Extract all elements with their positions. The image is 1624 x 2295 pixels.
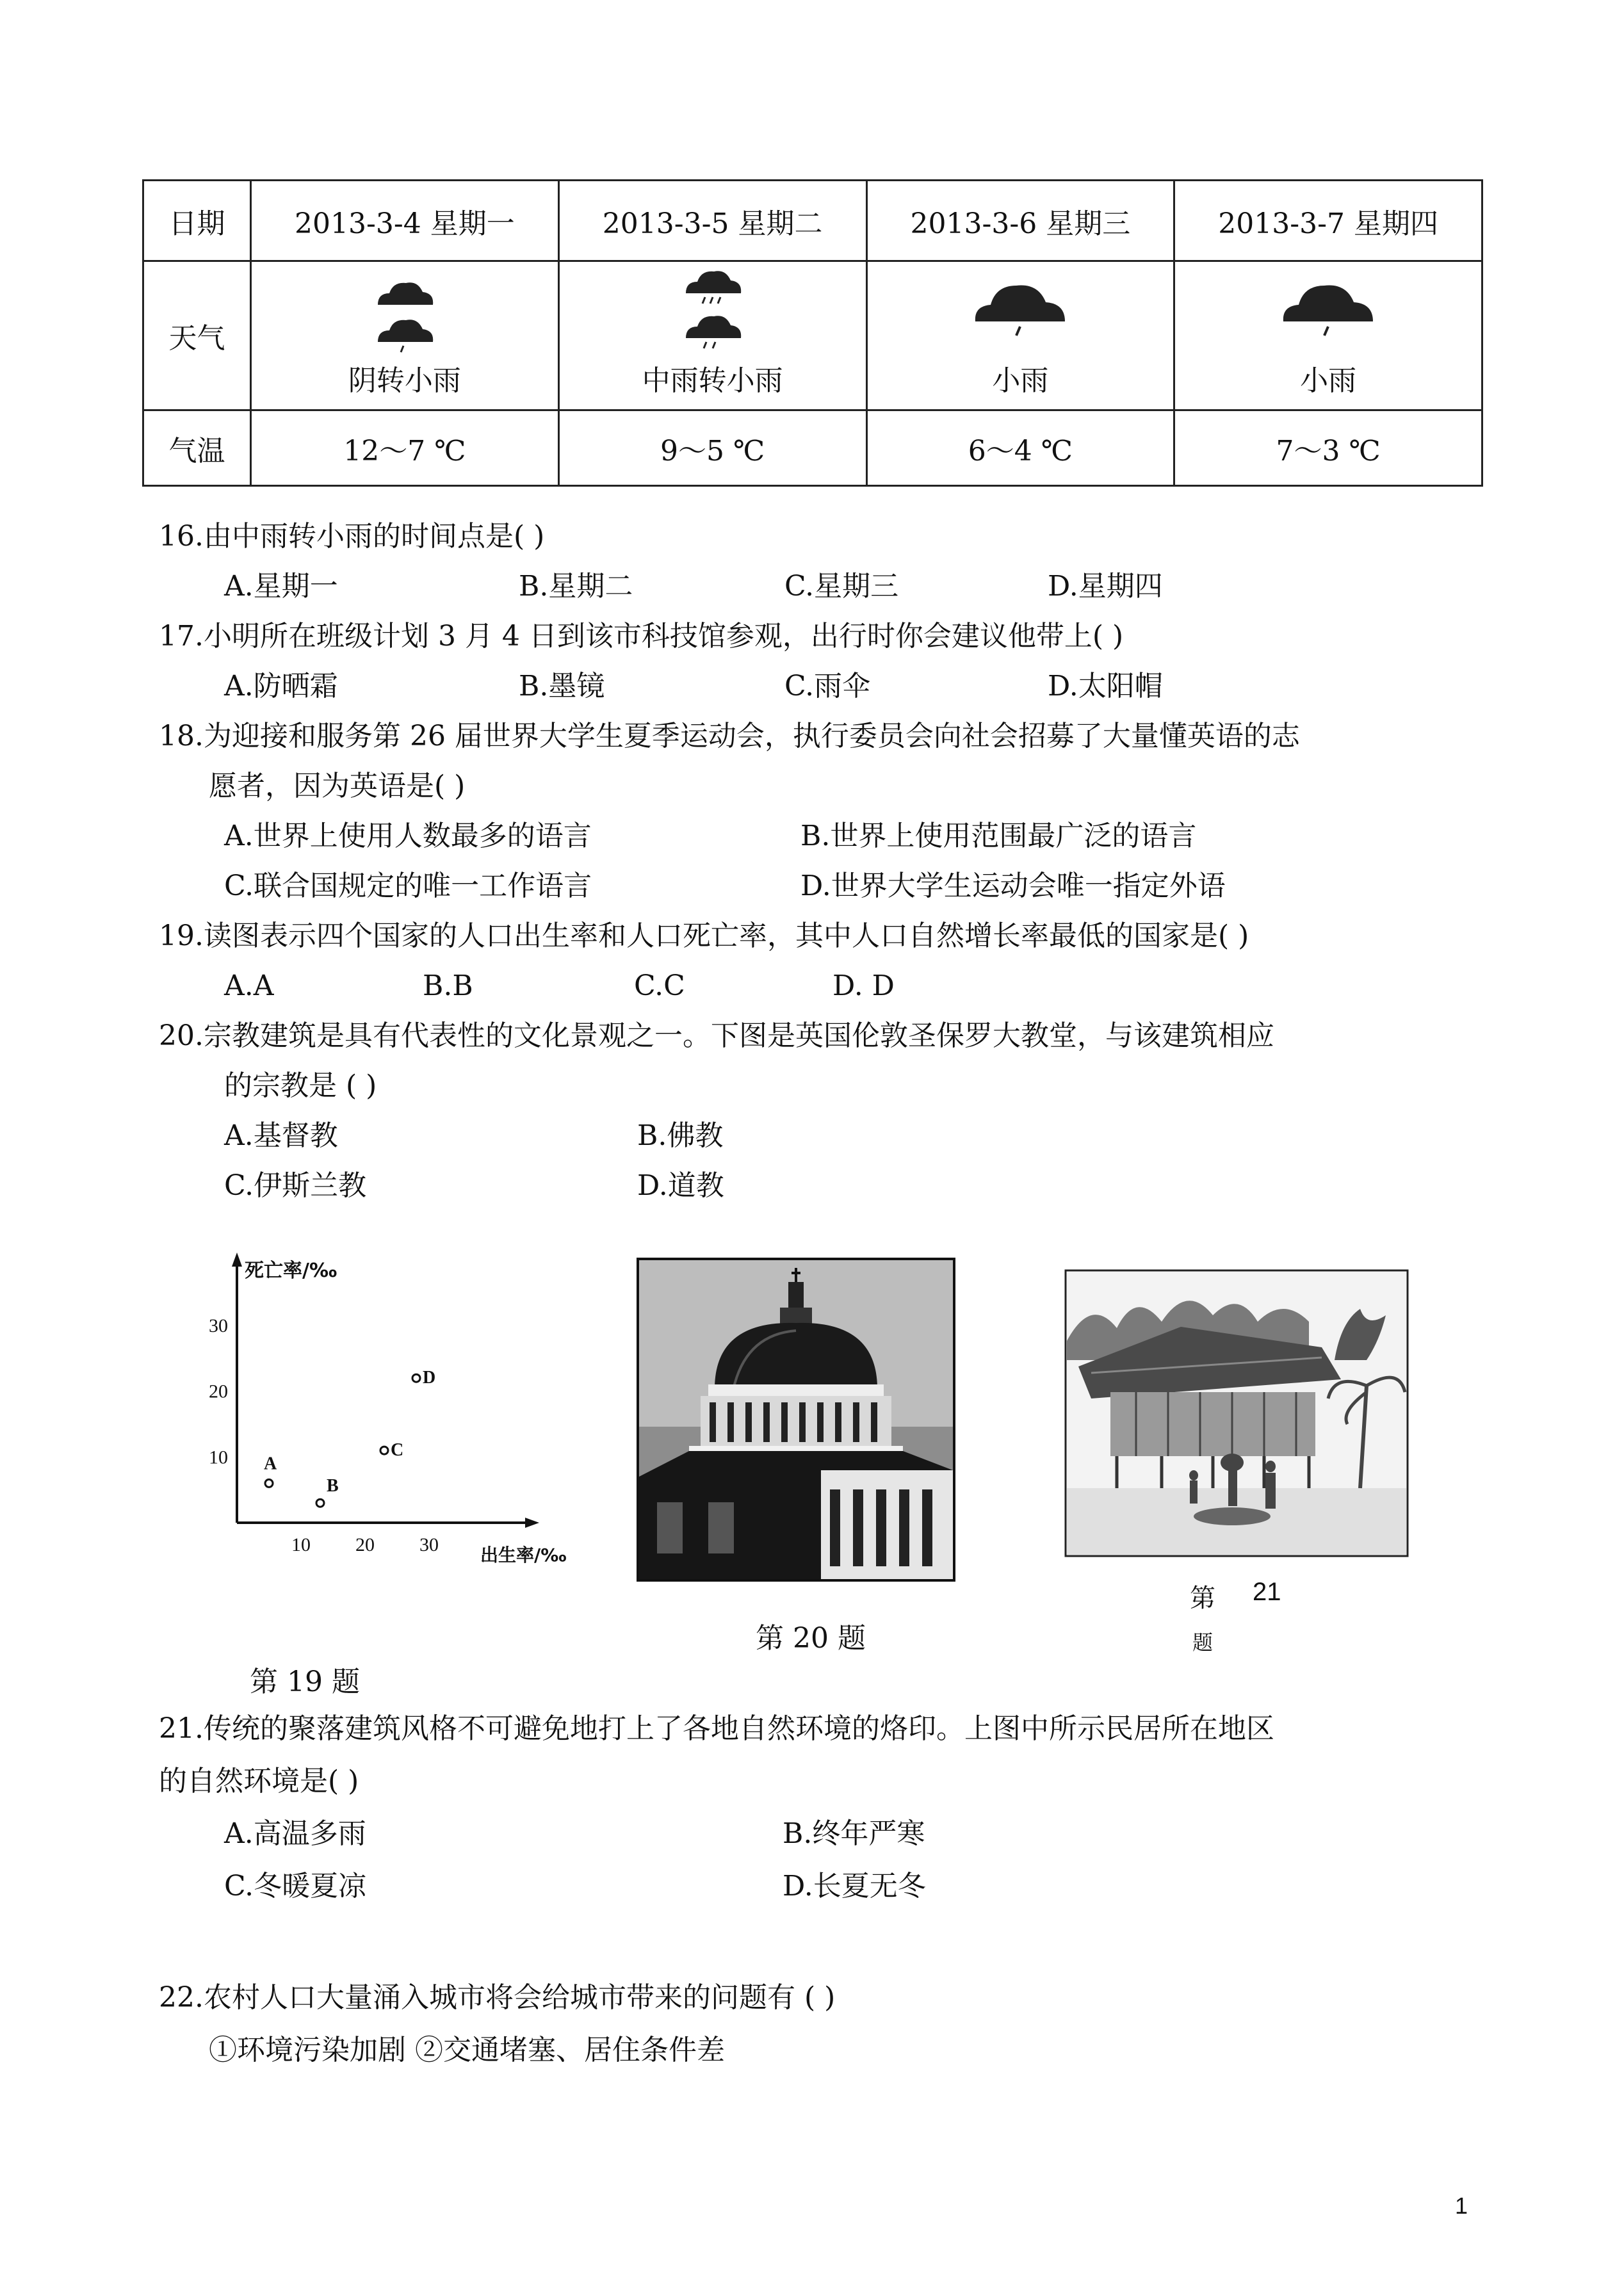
weather-label: 阴转小雨 xyxy=(348,364,461,397)
option: A.世界上使用人数最多的语言 xyxy=(224,820,592,852)
option: D.长夏无冬 xyxy=(783,1870,926,1902)
y-axis-arrow xyxy=(232,1253,242,1267)
option: B.星期二 xyxy=(519,570,633,603)
option: B.B xyxy=(423,969,473,1002)
temp-cell: 7～3 ℃ xyxy=(1174,410,1482,486)
date-cell: 2013-3-5 星期二 xyxy=(558,181,866,261)
option: A.星期一 xyxy=(224,570,338,603)
question-22-stem: 22.农村人口大量涌入城市将会给城市带来的问题有 ( ) xyxy=(159,1981,836,2014)
question-21-stem: 21.传统的聚落建筑风格不可避免地打上了各地自然环境的烙印。上图中所示民居所在地区 xyxy=(159,1712,1274,1745)
x-axis-arrow xyxy=(525,1518,539,1528)
data-point xyxy=(265,1479,273,1487)
option: C.冬暖夏凉 xyxy=(224,1870,367,1902)
row-label-weather: 天气 xyxy=(143,261,251,410)
option: D.星期四 xyxy=(1048,570,1163,603)
option: B.世界上使用范围最广泛的语言 xyxy=(800,820,1197,852)
birth-death-rate-chart xyxy=(186,1255,567,1566)
date-cell: 2013-3-7 星期四 xyxy=(1174,181,1482,261)
y-tick-label: 30 xyxy=(209,1315,228,1337)
question-20-stem: 20.宗教建筑是具有代表性的文化景观之一。下图是英国伦敦圣保罗大教堂，与该建筑相应 xyxy=(159,1019,1274,1052)
light-rain-icon xyxy=(1279,273,1377,343)
figure-20-caption: 第 20 题 xyxy=(756,1622,866,1655)
option: A.基督教 xyxy=(224,1119,338,1152)
data-point-label: D xyxy=(423,1368,436,1388)
x-tick-label: 10 xyxy=(291,1534,311,1555)
option: D.道教 xyxy=(637,1169,724,1202)
option: D.太阳帽 xyxy=(1048,670,1163,702)
y-axis-label: 死亡率/‰ xyxy=(245,1260,337,1282)
x-tick-label: 20 xyxy=(355,1534,375,1555)
date-cell: 2013-3-6 星期三 xyxy=(866,181,1174,261)
option: A.A xyxy=(224,969,274,1002)
question-22-items: ①环境污染加剧 ②交通堵塞、居住条件差 xyxy=(209,2034,725,2066)
option: B.佛教 xyxy=(637,1119,724,1152)
option: A.防晒霜 xyxy=(224,670,338,702)
question-21-stem-cont: 的自然环境是( ) xyxy=(159,1765,359,1797)
page-number: 1 xyxy=(1455,2193,1468,2219)
weather-cell xyxy=(866,261,1174,410)
data-point-label: B xyxy=(327,1476,339,1496)
question-18-stem: 18.为迎接和服务第 26 届世界大学生夏季运动会，执行委员会向社会招募了大量懂英语的志 xyxy=(159,720,1300,752)
figure-21-caption-b: 21 xyxy=(1253,1578,1281,1606)
data-point-label: C xyxy=(391,1440,404,1461)
weather-table xyxy=(142,179,1483,487)
option: C.雨伞 xyxy=(784,670,871,702)
weather-label: 小雨 xyxy=(1300,364,1357,397)
chart-marks xyxy=(264,1368,435,1507)
temp-cell: 6～4 ℃ xyxy=(866,410,1174,486)
question-17-stem: 17.小明所在班级计划 3 月 4 日到该市科技馆参观，出行时你会建议他带上( ) xyxy=(159,620,1124,653)
figure-21-caption-c: 题 xyxy=(1192,1630,1214,1655)
weather-label: 小雨 xyxy=(992,364,1049,397)
chart-axes xyxy=(209,1253,567,1566)
row-label-date: 日期 xyxy=(143,181,251,261)
figure-19-caption: 第 19 题 xyxy=(250,1666,360,1698)
data-point-label: A xyxy=(264,1454,277,1474)
option: D.世界大学生运动会唯一指定外语 xyxy=(800,870,1226,902)
row-label-temp: 气温 xyxy=(143,410,251,486)
option: B.终年严寒 xyxy=(783,1817,925,1850)
question-16-stem: 16.由中雨转小雨的时间点是( ) xyxy=(159,520,545,553)
data-point xyxy=(380,1447,388,1454)
figure-21-caption-a: 第 xyxy=(1190,1584,1215,1613)
option: C.星期三 xyxy=(784,570,899,603)
moderate-to-light-rain-icon xyxy=(679,268,746,357)
question-20-stem-cont: 的宗教是 ( ) xyxy=(224,1069,377,1102)
option: C.联合国规定的唯一工作语言 xyxy=(224,870,592,902)
cloudy-to-light-rain-icon xyxy=(371,275,438,362)
y-tick-label: 20 xyxy=(209,1381,228,1402)
option: B.墨镜 xyxy=(519,670,605,702)
weather-cell xyxy=(558,261,866,410)
temp-cell: 9～5 ℃ xyxy=(558,410,866,486)
st-pauls-cathedral-image xyxy=(638,1259,954,1580)
question-19-stem: 19.读图表示四个国家的人口出生率和人口死亡率，其中人口自然增长率最低的国家是( ) xyxy=(159,920,1249,952)
weather-label: 中雨转小雨 xyxy=(642,364,783,397)
weather-cell xyxy=(251,261,559,410)
option: D. D xyxy=(832,969,895,1002)
option: C.C xyxy=(634,969,685,1002)
x-axis-label: 出生率/‰ xyxy=(480,1545,567,1566)
stilt-house-image xyxy=(1066,1270,1408,1556)
option: A.高温多雨 xyxy=(224,1817,366,1850)
date-cell: 2013-3-4 星期一 xyxy=(251,181,559,261)
light-rain-icon xyxy=(971,273,1069,343)
question-18-stem-cont: 愿者，因为英语是( ) xyxy=(209,770,466,802)
y-tick-label: 10 xyxy=(209,1447,228,1468)
x-tick-label: 30 xyxy=(419,1534,439,1555)
temp-cell: 12～7 ℃ xyxy=(251,410,559,486)
data-point xyxy=(316,1499,324,1507)
weather-cell xyxy=(1174,261,1482,410)
data-point xyxy=(412,1374,420,1382)
option: C.伊斯兰教 xyxy=(224,1169,367,1202)
